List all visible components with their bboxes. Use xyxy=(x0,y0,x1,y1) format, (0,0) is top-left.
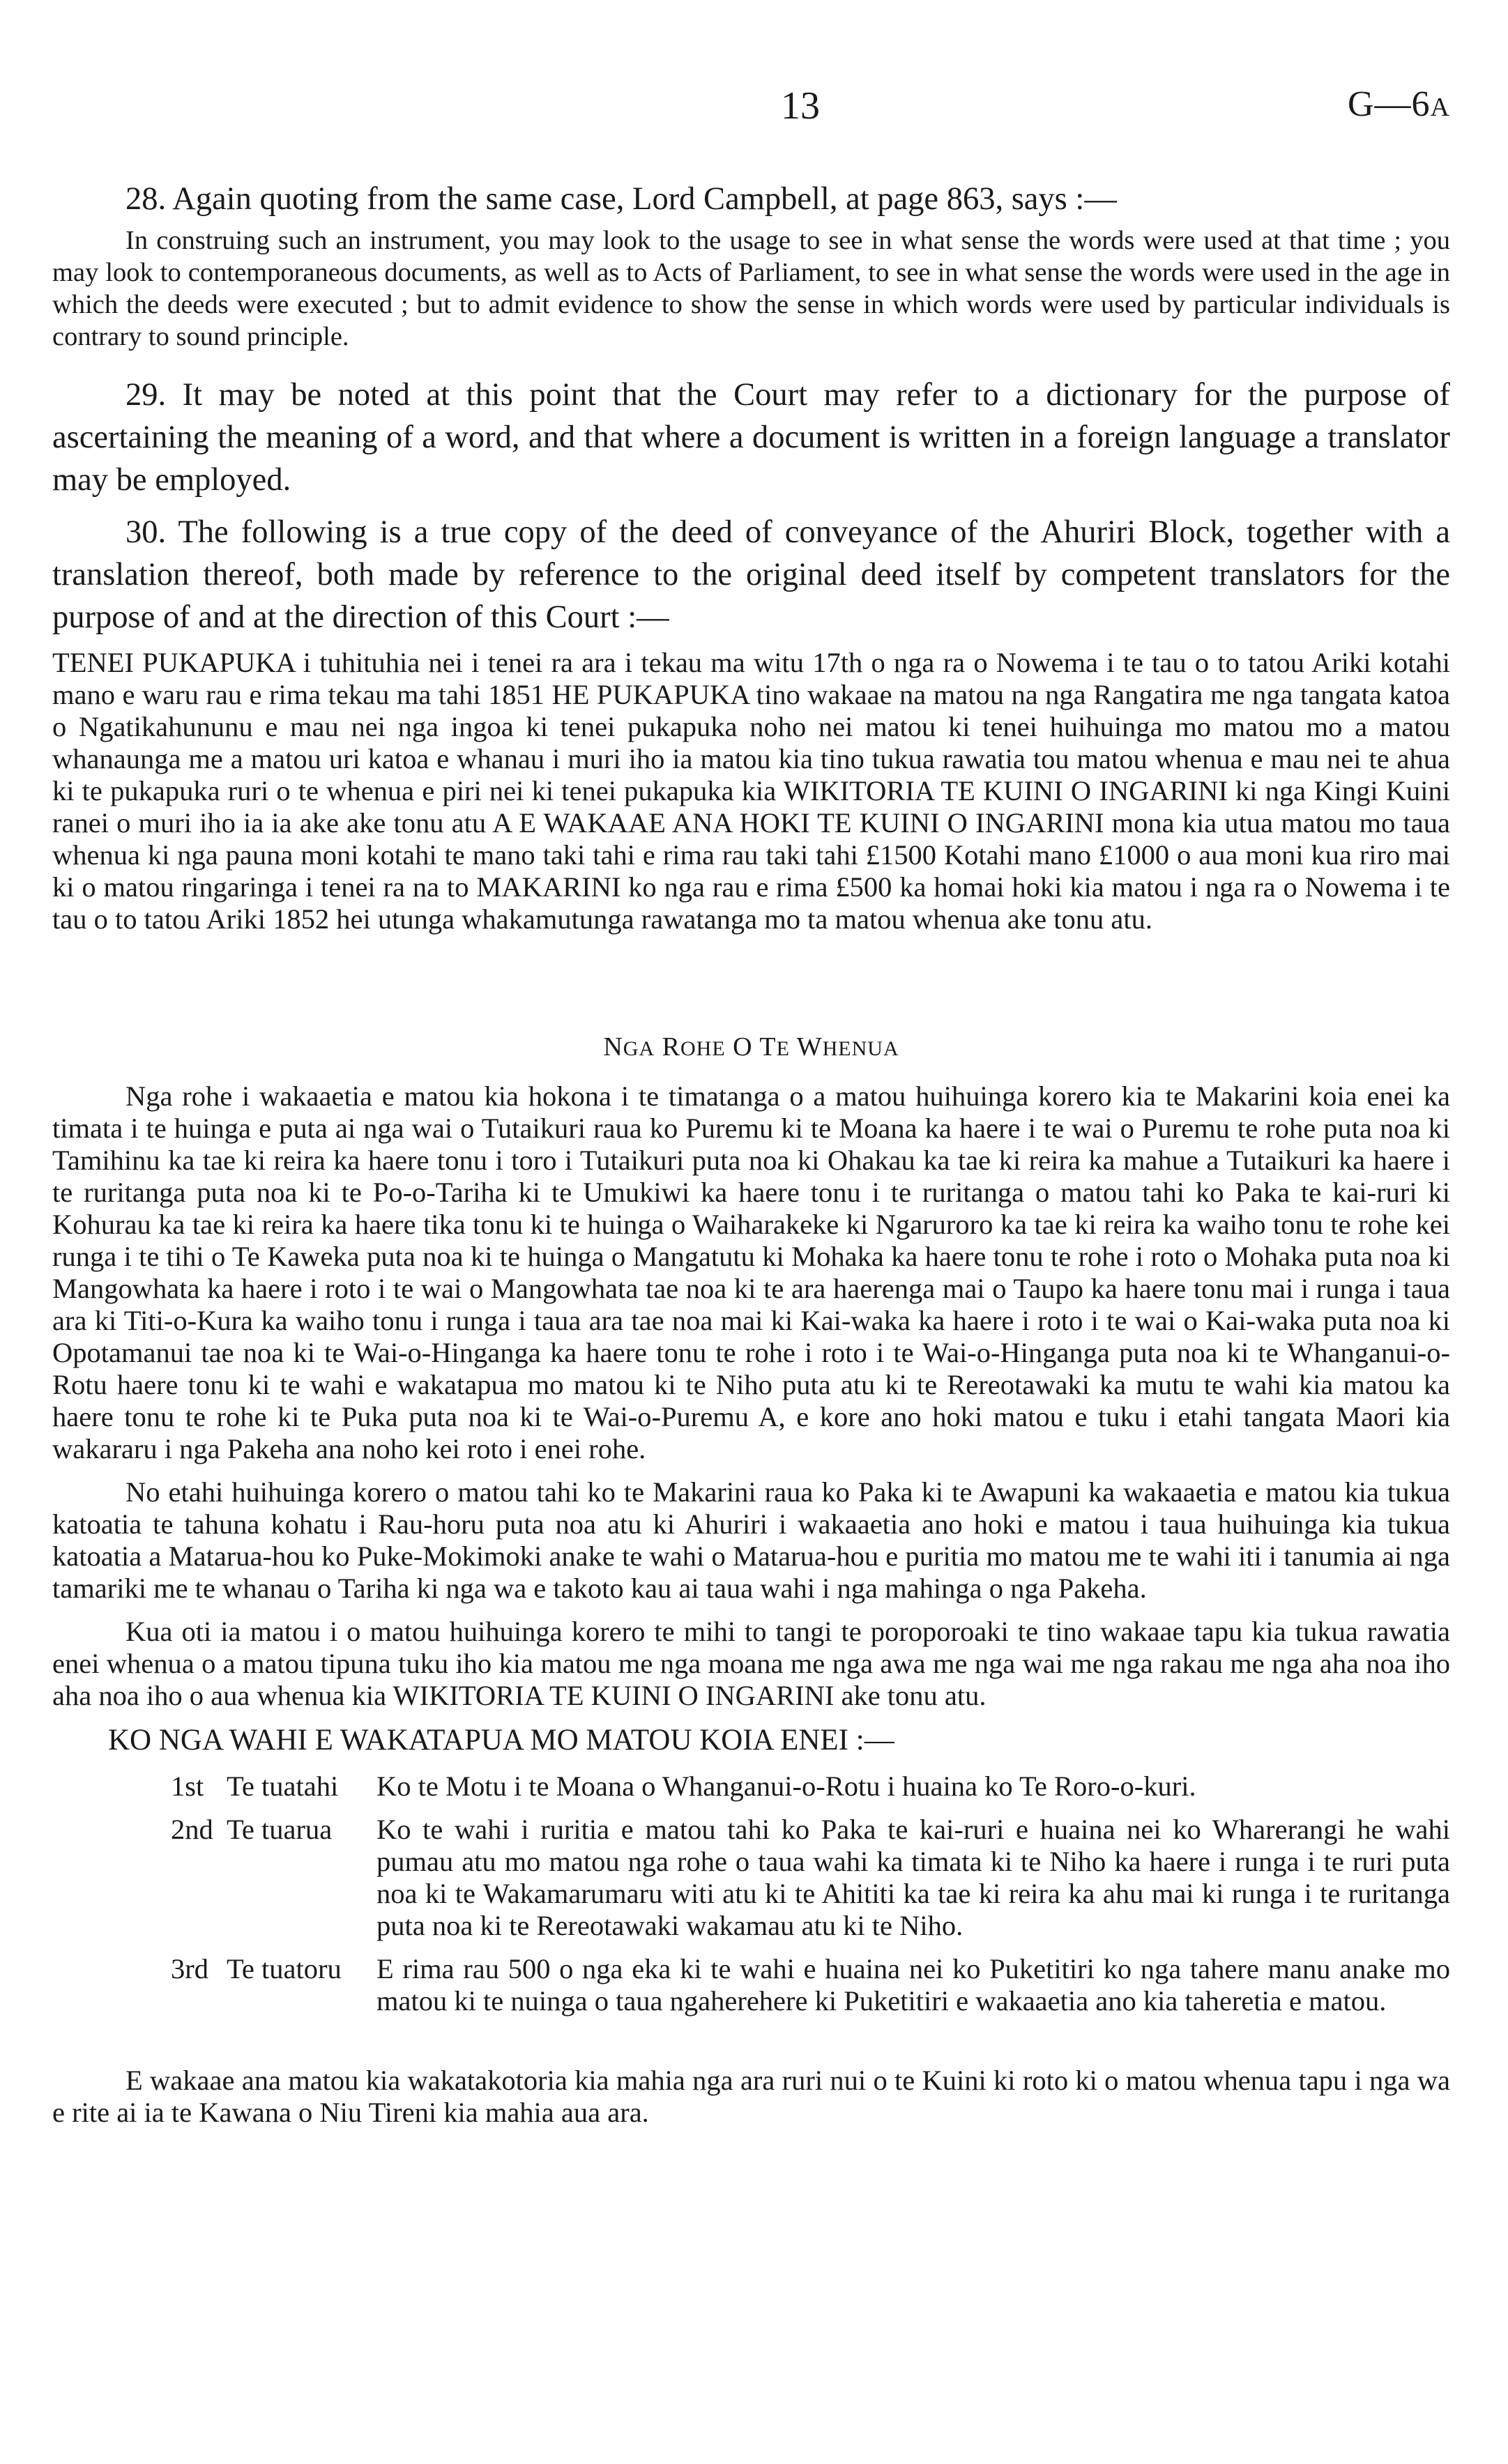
heading-part: GA xyxy=(623,1037,655,1060)
reserve-ordinal: 1st xyxy=(171,1770,204,1802)
reserve-ordinal: 2nd xyxy=(171,1814,213,1845)
reserve-label: Te tuatoru xyxy=(227,1953,342,1984)
closing-paragraph: E wakaae ana matou kia wakatakotoria kia mahia nga ara ruri nui o te Kuini ki roto ki o matou whenua tapu i nga wa e rite ai ia te Kawana o Niu Tireni kia mahia aua ara. xyxy=(52,2065,1450,2128)
reserve-label: Te tuatahi xyxy=(227,1770,339,1802)
reserve-text: Ko te wahi i ruritia e matou tahi ko Paka te kai-ruri e huaina nei ko Wharerangi he wahi pumau atu mo matou nga rohe o taua wahi ka timata ki te Niho ka haere i runga i te ruri puta noa ki te Wakamarumaru witi atu ki te Ahititi ka tae ki reira ka ahu mai ki runga i te ruritanga puta noa ki te Rereotawaki wakamau atu ki te Niho. xyxy=(376,1814,1450,1941)
reserve-text: E rima rau 500 o nga eka ki te wahi e huaina nei ko Puketitiri ko nga tahere manu anake mo matou ki te nuinga o taua ngaherehere ki Puketitiri e wakaaetia ano kia taheretia e matou. xyxy=(376,1953,1450,2017)
heading-part: R xyxy=(655,1032,680,1062)
boundaries-paragraph-1: Nga rohe i wakaaetia e matou kia hokona i te timatanga o a matou huihuinga korero kia te Makarini koia enei ka timata i te huinga e puta ai nga wai o Tutaikuri raua ko Puremu ki te Moana ka haere i te wai o Puremu te rohe puta noa ki Tamihinu ka tae ki reira ka haere tonu i toro i Tutaikuri puta noa ki Ohakau ka tae ki reira ka mahue a Tutaikuri ka haere i te ruritanga puta noa ki te Po-o-Tariha ki te Umukiwi ka haere tonu i te ruritanga o matou tahi ko Paka te kai-ruri ki Kohurau ka tae ki reira ka haere tika tonu ki te huinga o Waiharakeke ki Ngaruroro ka tae ki reira ka waiho tonu te rohe kei runga i te tihi o Te Kaweka puta noa ki te huinga o Mangatutu ki Mohaka ka haere tonu te rohe i roto o Mohaka puta noa ki Mangowhata ka haere i roto i te wai o Mangowhata tae noa ki te ara haerenga mai o Taupo ka haere tonu mai i runga i taua ara ki Titi-o-Kura ka waiho tonu i runga i taua ara tae noa mai ki Kai-waka ka haere i roto i te wai o Kai-waka puta noa ki Opotamanui tae noa ki te Wai-o-Hinganga ka haere tonu te rohe i roto i te Wai-o-Hinganga puta noa ki te Whanganui-o-Rotu haere tonu ki te wahi e wakatapua mo matou ki te Niho puta atu ki te Rereotawaki ka mutu te wahi kia matou ka haere tonu te rohe ki te Puka puta noa ki te Wai-o-Puremu A, e kore ano hoki matou e tuku i etahi tangata Maori kia wakararu i nga Pakeha ana noho kei roto i enei rohe. xyxy=(52,1080,1450,1464)
quotation-block: In construing such an instrument, you may look to the usage to see in what sense the words were used at that time ; you may look to contemporaneous documents, as well as to Acts of Parliament, to see in what sense the words were used in the age in which the deeds were executed ; but to admit evidence to show the sense in which words were used by particular individuals is contrary to sound principle. xyxy=(52,226,1450,351)
paragraph-30: 30. The following is a true copy of the deed of conveyance of the Ahuriri Block, together with a translation thereof, both made by reference to the original deed itself by competent translators for the purpose of and at the direction of this Court :— xyxy=(52,514,1450,635)
paragraph-28: 28. Again quoting from the same case, Lord Campbell, at page 863, says :— xyxy=(125,181,1117,217)
reserve-text: Ko te Motu i te Moana o Whanganui-o-Rotu i huaina ko Te Roro-o-kuri. xyxy=(376,1770,1196,1802)
boundaries-paragraph-3: Kua oti ia matou i o matou huihuinga korero te mihi to tangi te poroporoaki te tino wakaae tapu kia tukua rawatia enei whenua o a matou tipuna tuku iho kia matou me nga moana me nga awa me nga wai me nga rakau me nga aha noa iho aha noa iho o aua whenua kia WIKITORIA TE KUINI O INGARINI ake tonu atu. xyxy=(52,1616,1450,1711)
reserve-item xyxy=(52,1770,1450,1803)
document-reference-suffix: A xyxy=(1430,93,1450,122)
document-reference xyxy=(1348,84,1450,125)
paragraph-29: 29. It may be noted at this point that the Court may refer to a dictionary for the purpose of ascertaining the meaning of a word, and that where a document is written in a foreign language a translator may be employed. xyxy=(52,377,1450,498)
reserve-ordinal: 3rd xyxy=(171,1953,208,1984)
reserve-label: Te tuarua xyxy=(227,1814,333,1845)
document-reference-main: G—6 xyxy=(1347,84,1431,124)
boundaries-heading xyxy=(52,1032,1450,1062)
heading-part: W xyxy=(789,1032,823,1062)
heading-part: OHE xyxy=(680,1037,726,1060)
reserve-item xyxy=(52,1814,1450,1942)
page-number: 13 xyxy=(781,84,820,128)
reserve-item xyxy=(52,1953,1450,2017)
heading-part: E xyxy=(776,1037,790,1060)
page-header xyxy=(52,84,1450,150)
heading-part: N xyxy=(603,1032,623,1062)
boundaries-paragraph-2: No etahi huihuinga korero o matou tahi ko te Makarini raua ko Paka ki te Awapuni ka wakaaetia e matou kia tukua katoatia te tahuna kohatu i Rau-horu puta noa atu ki Ahuriri i wakaaetia ano hoki e matou i taua huihuinga kia tukua katoatia a Matarua-hou ko Puke-Mokimoki anake te wahi o Matarua-hou e puritia mo matou me te wahi iti i tanumia ai nga tamariki me te whanau o Tariha ki nga wa e takoto kau ai taua wahi i nga mahinga o nga Pakeha. xyxy=(52,1476,1450,1604)
document-page xyxy=(52,84,1450,2129)
heading-part: HENUA xyxy=(822,1037,899,1060)
heading-part: O T xyxy=(725,1032,777,1062)
reserves-heading: KO NGA WAHI E WAKATAPUA MO MATOU KOIA ENEI :— xyxy=(108,1724,894,1757)
deed-text: TENEI PUKAPUKA i tuhituhia nei i tenei ra ara i tekau ma witu 17th o nga ra o Nowema i te tau o to tatou Ariki kotahi mano e waru rau e rima tekau ma tahi 1851 HE PUKAPUKA tino wakaae na matou na nga Rangatira me nga tangata katoa o Ngatikahununu e mau nei nga ingoa ki tenei pukapuka noho nei matou ki tenei huihuinga mo matou mo a matou whanaunga me a matou uri katoa e whanau i muri iho ia matou kia tino tukua rawatia tou matou whenua e mau nei te ahua ki te pukapuka ruri o te whenua e piri nei ki tenei pukapuka kia WIKITORIA TE KUINI O INGARINI ki nga Kingi Kuini ranei o muri iho ia ia ake ake tonu atu A E WAKAAE ANA HOKI TE KUINI O INGARINI mona kia utua matou mo taua whenua ki nga pauna moni kotahi te mano taki tahi e rima rau taki tahi £1500 Kotahi mano £1000 o aua moni kua riro mai ki o matou ringaringa i tenei ra na to MAKARINI ko nga rau e rima £500 ka homai hoki kia matou i nga ra o Nowema i te tau o to tatou Ariki 1852 hei utunga whakamutunga rawatanga mo ta matou whenua ake tonu atu. xyxy=(52,647,1450,935)
